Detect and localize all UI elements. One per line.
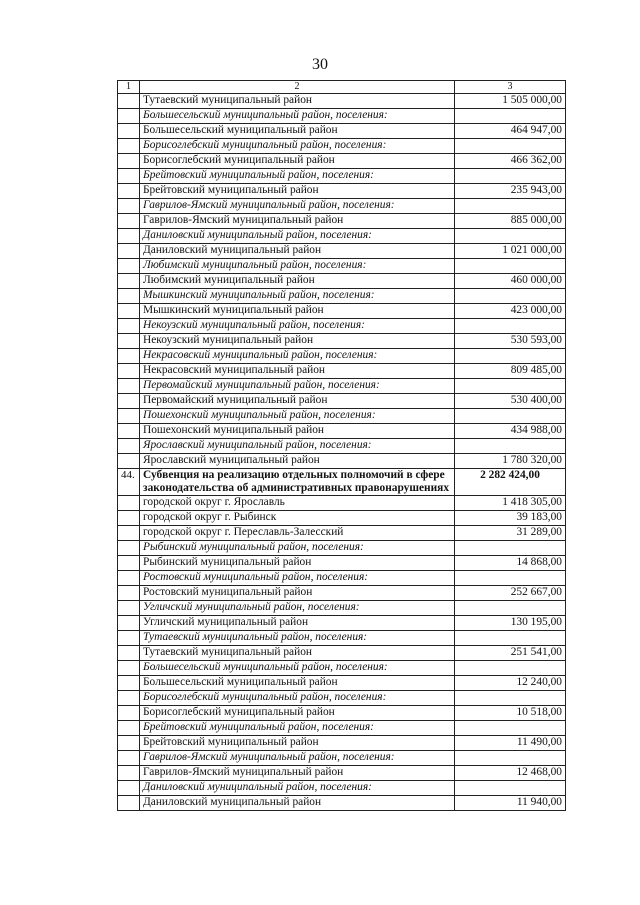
budget-table: [117, 80, 566, 811]
row-number-cell: [118, 94, 140, 109]
value-cell-empty: [455, 541, 566, 556]
value-cell-empty: [455, 229, 566, 244]
subheading-row: [118, 601, 566, 616]
table-row: [118, 304, 566, 319]
row-number-cell: [118, 586, 140, 601]
row-number-cell: [118, 139, 140, 154]
row-label: городской округ г. Рыбинск: [140, 511, 455, 526]
value-cell-empty: [455, 139, 566, 154]
section-row: [118, 469, 566, 496]
subheading-row: [118, 409, 566, 424]
row-label: Большесельский муниципальный район: [140, 124, 455, 139]
table-row: [118, 364, 566, 379]
subheading-label: Угличский муниципальный район, поселения:: [140, 601, 455, 616]
value-cell-empty: [455, 721, 566, 736]
row-number-cell: [118, 571, 140, 586]
row-value: 12 240,00: [455, 676, 566, 691]
subheading-label: Большесельский муниципальный район, поселения:: [140, 109, 455, 124]
row-number-cell: [118, 154, 140, 169]
row-number-cell: [118, 379, 140, 394]
row-number-cell: [118, 184, 140, 199]
row-number-cell: [118, 274, 140, 289]
row-number-cell: [118, 736, 140, 751]
row-number-cell: [118, 439, 140, 454]
value-cell-empty: [455, 751, 566, 766]
row-number-cell: [118, 781, 140, 796]
row-number-cell: [118, 229, 140, 244]
row-value: 809 485,00: [455, 364, 566, 379]
row-number-cell: [118, 556, 140, 571]
column-header-3: 3: [455, 81, 566, 94]
row-label: Некрасовский муниципальный район: [140, 364, 455, 379]
row-value: 39 183,00: [455, 511, 566, 526]
row-label: Брейтовский муниципальный район: [140, 184, 455, 199]
row-label: городской округ г. Ярославль: [140, 496, 455, 511]
row-number-cell: [118, 661, 140, 676]
table-row: [118, 676, 566, 691]
subheading-label: Первомайский муниципальный район, поселения:: [140, 379, 455, 394]
value-cell-empty: [455, 379, 566, 394]
row-value: 1 505 000,00: [455, 94, 566, 109]
row-value: 251 541,00: [455, 646, 566, 661]
row-number-cell: [118, 676, 140, 691]
row-value: 1 780 320,00: [455, 454, 566, 469]
section-title: Субвенция на реализацию отдельных полномочий в сфере законодательства об административных правонарушениях: [140, 469, 455, 496]
row-number-cell: [118, 109, 140, 124]
table-row: [118, 244, 566, 259]
table-row: [118, 394, 566, 409]
row-value: 1 021 000,00: [455, 244, 566, 259]
row-value: 530 593,00: [455, 334, 566, 349]
subheading-row: [118, 661, 566, 676]
subheading-row: [118, 319, 566, 334]
table-row: [118, 424, 566, 439]
row-number-cell: [118, 526, 140, 541]
row-value: 1 418 305,00: [455, 496, 566, 511]
row-value: 885 000,00: [455, 214, 566, 229]
value-cell-empty: [455, 691, 566, 706]
row-label: Угличский муниципальный район: [140, 616, 455, 631]
row-value: 14 868,00: [455, 556, 566, 571]
row-number-cell: [118, 304, 140, 319]
row-value: 464 947,00: [455, 124, 566, 139]
subheading-label: Пошехонский муниципальный район, поселения:: [140, 409, 455, 424]
value-cell-empty: [455, 319, 566, 334]
row-label: Тутаевский муниципальный район: [140, 646, 455, 661]
subheading-row: [118, 541, 566, 556]
subheading-row: [118, 109, 566, 124]
subheading-label: Некоузский муниципальный район, поселения:: [140, 319, 455, 334]
row-label: Брейтовский муниципальный район: [140, 736, 455, 751]
table-row: [118, 511, 566, 526]
subheading-label: Любимский муниципальный район, поселения:: [140, 259, 455, 274]
table-row: [118, 496, 566, 511]
row-number-cell: [118, 496, 140, 511]
row-label: Борисоглебский муниципальный район: [140, 154, 455, 169]
table-row: [118, 646, 566, 661]
row-value: 11 940,00: [455, 796, 566, 811]
table-row: [118, 94, 566, 109]
row-label: Даниловский муниципальный район: [140, 796, 455, 811]
row-number-cell: [118, 646, 140, 661]
row-number-cell: [118, 706, 140, 721]
row-number-cell: [118, 751, 140, 766]
value-cell-empty: [455, 661, 566, 676]
row-number-cell: [118, 169, 140, 184]
row-label: Большесельский муниципальный район: [140, 676, 455, 691]
row-number-cell: [118, 691, 140, 706]
table-body: [118, 81, 566, 811]
row-number-cell: [118, 349, 140, 364]
table-row: [118, 214, 566, 229]
value-cell-empty: [455, 349, 566, 364]
table-row: [118, 586, 566, 601]
row-label: городской округ г. Переславль-Залесский: [140, 526, 455, 541]
subheading-row: [118, 259, 566, 274]
value-cell-empty: [455, 109, 566, 124]
row-value: 434 988,00: [455, 424, 566, 439]
subheading-row: [118, 691, 566, 706]
table-row: [118, 706, 566, 721]
row-number-cell: [118, 244, 140, 259]
table-row: [118, 274, 566, 289]
column-header-1: 1: [118, 81, 140, 94]
row-label: Гаврилов-Ямский муниципальный район: [140, 766, 455, 781]
table-row: [118, 766, 566, 781]
row-label: Гаврилов-Ямский муниципальный район: [140, 214, 455, 229]
subheading-row: [118, 199, 566, 214]
row-value: 31 289,00: [455, 526, 566, 541]
row-value: 423 000,00: [455, 304, 566, 319]
row-number-cell: [118, 289, 140, 304]
row-label: Тутаевский муниципальный район: [140, 94, 455, 109]
row-label: Ярославский муниципальный район: [140, 454, 455, 469]
row-value: 11 490,00: [455, 736, 566, 751]
subheading-label: Тутаевский муниципальный район, поселения:: [140, 631, 455, 646]
subheading-row: [118, 781, 566, 796]
subheading-row: [118, 289, 566, 304]
row-value: 130 195,00: [455, 616, 566, 631]
row-label: Некоузский муниципальный район: [140, 334, 455, 349]
row-number-cell: [118, 124, 140, 139]
subheading-row: [118, 571, 566, 586]
row-number-cell: [118, 334, 140, 349]
row-label: Даниловский муниципальный район: [140, 244, 455, 259]
subheading-label: Борисоглебский муниципальный район, поселения:: [140, 691, 455, 706]
subheading-row: [118, 169, 566, 184]
row-label: Борисоглебский муниципальный район: [140, 706, 455, 721]
row-value: 10 518,00: [455, 706, 566, 721]
subheading-row: [118, 631, 566, 646]
value-cell-empty: [455, 409, 566, 424]
row-number: 44.: [118, 469, 140, 496]
row-number-cell: [118, 409, 140, 424]
subheading-row: [118, 721, 566, 736]
row-number-cell: [118, 424, 140, 439]
row-label: Рыбинский муниципальный район: [140, 556, 455, 571]
row-number-cell: [118, 796, 140, 811]
column-header-2: 2: [140, 81, 455, 94]
table-row: [118, 184, 566, 199]
row-value: 466 362,00: [455, 154, 566, 169]
row-number-cell: [118, 394, 140, 409]
table-row: [118, 124, 566, 139]
row-value: 460 000,00: [455, 274, 566, 289]
subheading-label: Даниловский муниципальный район, поселения:: [140, 781, 455, 796]
row-label: Любимский муниципальный район: [140, 274, 455, 289]
row-label: Первомайский муниципальный район: [140, 394, 455, 409]
subheading-label: Ярославский муниципальный район, поселения:: [140, 439, 455, 454]
table-row: [118, 796, 566, 811]
subheading-row: [118, 139, 566, 154]
subheading-label: Даниловский муниципальный район, поселения:: [140, 229, 455, 244]
subheading-label: Гаврилов-Ямский муниципальный район, поселения:: [140, 751, 455, 766]
row-number-cell: [118, 601, 140, 616]
row-number-cell: [118, 214, 140, 229]
subheading-label: Брейтовский муниципальный район, поселения:: [140, 169, 455, 184]
value-cell-empty: [455, 259, 566, 274]
subheading-row: [118, 751, 566, 766]
row-number-cell: [118, 511, 140, 526]
row-number-cell: [118, 199, 140, 214]
row-number-cell: [118, 766, 140, 781]
value-cell-empty: [455, 631, 566, 646]
value-cell-empty: [455, 169, 566, 184]
subheading-label: Рыбинский муниципальный район, поселения:: [140, 541, 455, 556]
value-cell-empty: [455, 289, 566, 304]
row-number-cell: [118, 259, 140, 274]
row-number-cell: [118, 616, 140, 631]
subheading-row: [118, 349, 566, 364]
table-row: [118, 334, 566, 349]
subheading-label: Гаврилов-Ямский муниципальный район, поселения:: [140, 199, 455, 214]
row-number-cell: [118, 721, 140, 736]
subheading-label: Брейтовский муниципальный район, поселения:: [140, 721, 455, 736]
row-label: Мышкинский муниципальный район: [140, 304, 455, 319]
row-value: 12 468,00: [455, 766, 566, 781]
row-value: 235 943,00: [455, 184, 566, 199]
row-label: Пошехонский муниципальный район: [140, 424, 455, 439]
row-number-cell: [118, 454, 140, 469]
table-row: [118, 556, 566, 571]
subheading-label: Мышкинский муниципальный район, поселения:: [140, 289, 455, 304]
table-header-row: [118, 81, 566, 94]
subheading-label: Большесельский муниципальный район, поселения:: [140, 661, 455, 676]
subheading-label: Ростовский муниципальный район, поселения:: [140, 571, 455, 586]
value-cell-empty: [455, 571, 566, 586]
value-cell-empty: [455, 439, 566, 454]
row-label: Ростовский муниципальный район: [140, 586, 455, 601]
subheading-row: [118, 439, 566, 454]
value-cell-empty: [455, 199, 566, 214]
table-row: [118, 154, 566, 169]
subheading-row: [118, 379, 566, 394]
table-row: [118, 736, 566, 751]
table-row: [118, 616, 566, 631]
row-value: 252 667,00: [455, 586, 566, 601]
subheading-row: [118, 229, 566, 244]
value-cell-empty: [455, 601, 566, 616]
table-row: [118, 526, 566, 541]
row-value: 530 400,00: [455, 394, 566, 409]
row-number-cell: [118, 631, 140, 646]
table-row: [118, 454, 566, 469]
section-total: 2 282 424,00: [455, 469, 566, 496]
value-cell-empty: [455, 781, 566, 796]
subheading-label: Некрасовский муниципальный район, поселения:: [140, 349, 455, 364]
row-number-cell: [118, 319, 140, 334]
subheading-label: Борисоглебский муниципальный район, поселения:: [140, 139, 455, 154]
row-number-cell: [118, 541, 140, 556]
row-number-cell: [118, 364, 140, 379]
page-number: 30: [312, 56, 328, 73]
